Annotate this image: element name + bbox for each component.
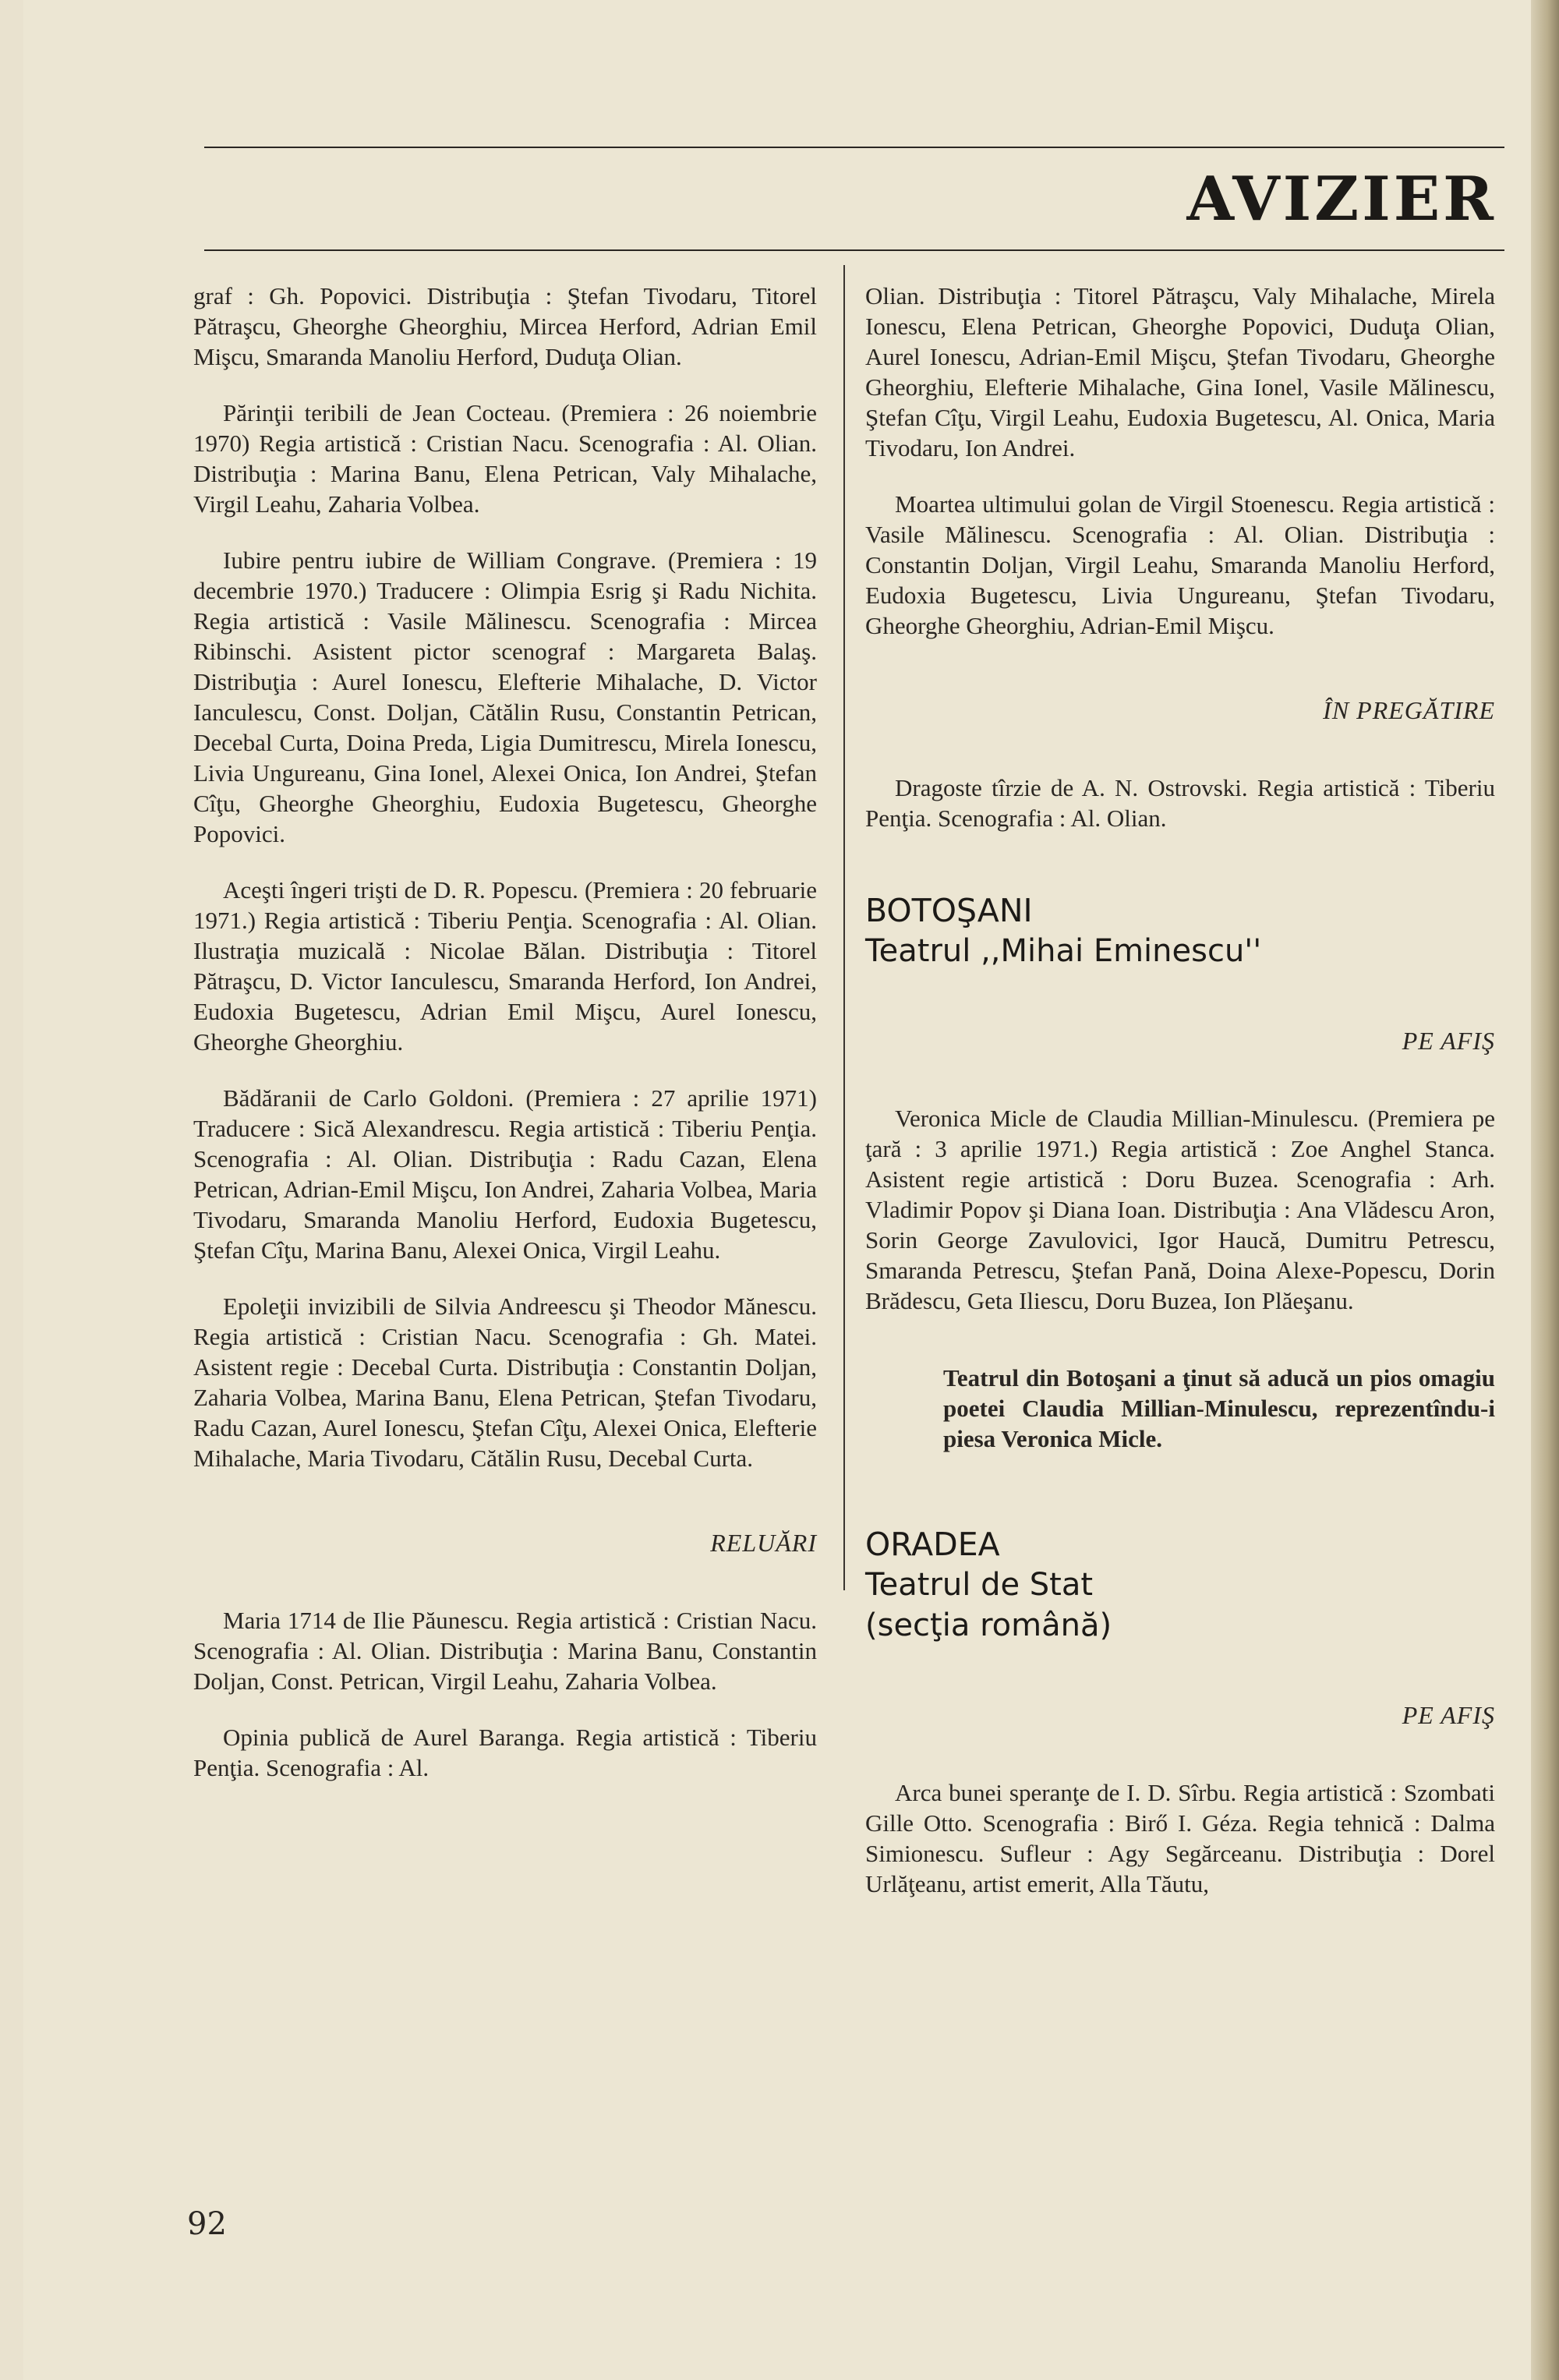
paragraph: Moartea ultimului golan de Virgil Stoenescu. Regia artistică : Vasile Mălinescu. Scenografia : Al. Olian. Distribuţia : Constantin Doljan, Virgil Leahu, Smaranda Manoliu Herford, Eudoxia Bugetescu, Livia Ungureanu, Ştefan Tivodaru, Gheorghe Gheorghiu, Adrian-Emil Mişcu. bbox=[865, 490, 1495, 639]
right-column bbox=[865, 281, 1495, 1925]
paragraph: Veronica Micle de Claudia Millian-Minulescu. (Premiera pe ţară : 3 aprilie 1971.) Regia artistică : Zoe Anghel Stanca. Asistent regie artistică : Doru Buzea. Scenografia : Arh. Vladimir Popov şi Diana Ioan. Distribuţia : Ana Vlădescu Aron, Sorin George Zavulovici, Igor Haucă, Dumitru Petrescu, Smaranda Petrescu, Ştefan Pană, Doina Alexe-Popescu, Dorin Brădescu, Geta Iliescu, Doru Buzea, Ion Plăeşanu. bbox=[865, 1105, 1495, 1314]
paragraph: Bădăranii de Carlo Goldoni. (Premiera : 27 aprilie 1971) Traducere : Sică Alexandrescu. Regia artistică : Tiberiu Penţia. Scenografia : Al. Olian. Distribuţia : Radu Cazan, Elena Petrican, Adrian-Emil Mişcu, Ion Andrei, Zaharia Volbea, Maria Tivodaru, Smaranda Manoliu Herford, Eudoxia Bugetescu, Ştefan Cîţu, Marina Banu, Alexei Onica, Virgil Leahu. bbox=[193, 1084, 817, 1264]
section-heading-pe-afis: PE AFIŞ bbox=[1402, 1027, 1495, 1055]
city-heading-botosani: BOTOŞANI bbox=[865, 892, 1033, 929]
paragraph: Maria 1714 de Ilie Păunescu. Regia artistică : Cristian Nacu. Scenografia : Al. Olian. Distribuţia : Marina Banu, Constantin Doljan, Const. Petrican, Virgil Leahu, Zaharia Volbea. bbox=[193, 1607, 817, 1695]
column-divider bbox=[843, 265, 845, 1590]
header-rule-bottom bbox=[204, 249, 1504, 251]
header-rule-top bbox=[204, 147, 1504, 148]
section-heading-pregatire: ÎN PREGĂTIRE bbox=[1323, 696, 1495, 724]
paragraph: Olian. Distribuţia : Titorel Pătraşcu, Valy Mihalache, Mirela Ionescu, Elena Petrican, Gheorghe Popovici, Duduţa Olian, Aurel Ionescu, Adrian-Emil Mişcu, Ştefan Tivodaru, Gheorghe Gheorghiu, Elefterie Mihalache, Gina Ionel, Vasile Mălinescu, Ştefan Cîţu, Virgil Leahu, Eudoxia Bugetescu, Al. Onica, Maria Tivodaru, Ion Andrei. bbox=[865, 282, 1495, 462]
city-heading-oradea: ORADEA bbox=[865, 1526, 1000, 1563]
paragraph: Opinia publică de Aurel Baranga. Regia artistică : Tiberiu Penţia. Scenografia : Al. bbox=[193, 1724, 817, 1781]
book-spine-shadow bbox=[1531, 0, 1559, 2380]
page-number: 92 bbox=[187, 2206, 227, 2242]
editorial-note: Teatrul din Botoşani a ţinut să aducă un pios omagiu poetei Claudia Millian-Minulescu, reprezentîndu-i piesa Veronica Micle. bbox=[943, 1364, 1495, 1452]
paragraph: Arca bunei speranţe de I. D. Sîrbu. Regia artistică : Szombati Gille Otto. Scenografia : Birő I. Géza. Regia tehnică : Dalma Simionescu. Sufleur : Agy Segărceanu. Distribuţia : Dorel Urlăţeanu, artist emerit, Alla Tăutu, bbox=[865, 1779, 1495, 1897]
section-heading-pe-afis: PE AFIŞ bbox=[1402, 1701, 1495, 1729]
paragraph: Părinţii teribili de Jean Cocteau. (Premiera : 26 noiembrie 1970) Regia artistică : Cristian Nacu. Scenografia : Al. Olian. Distribuţia : Marina Banu, Elena Petrican, Valy Mihalache, Virgil Leahu, Zaharia Volbea. bbox=[193, 399, 817, 518]
paragraph: Dragoste tîrzie de A. N. Ostrovski. Regia artistică : Tiberiu Penţia. Scenografia : Al. Olian. bbox=[865, 774, 1495, 832]
left-column bbox=[193, 281, 817, 1809]
theatre-name: Teatrul ,,Mihai Eminescu'' bbox=[865, 933, 1262, 969]
paragraph: Epoleţii invizibili de Silvia Andreescu şi Theodor Mănescu. Regia artistică : Cristian Nacu. Scenografia : Gh. Matei. Asistent regie : Decebal Curta. Distribuţia : Constantin Doljan, Zaharia Volbea, Marina Banu, Elena Petrican, Ştefan Tivodaru, Radu Cazan, Aurel Ionescu, Ştefan Cîţu, Alexei Onica, Elefterie Mihalache, Maria Tivodaru, Cătălin Rusu, Decebal Curta. bbox=[193, 1293, 817, 1472]
paragraph: graf : Gh. Popovici. Distribuţia : Ştefan Tivodaru, Titorel Pătraşcu, Gheorghe Gheorghiu, Mircea Herford, Adrian Emil Mişcu, Smaranda Manoliu Herford, Duduţa Olian. bbox=[193, 282, 817, 370]
section-heading-reluari: RELUĂRI bbox=[710, 1529, 817, 1557]
paragraph: Aceşti îngeri trişti de D. R. Popescu. (Premiera : 20 februarie 1971.) Regia artistică : Tiberiu Penţia. Scenografia : Al. Olian. Ilustraţia muzicală : Nicolae Bălan. Distribuţia : Titorel Pătraşcu, D. Victor Ianculescu, Smaranda Herford, Ion Andrei, Eudoxia Bugetescu, Adrian Emil Mişcu, Aurel Ionescu, Gheorghe Gheorghiu. bbox=[193, 876, 817, 1056]
theatre-name: Teatrul de Stat bbox=[865, 1567, 1094, 1603]
theatre-subtitle: (secţia română) bbox=[865, 1607, 1112, 1643]
paragraph: Iubire pentru iubire de William Congrave. (Premiera : 19 decembrie 1970.) Traducere : Olimpia Esrig şi Radu Nichita. Regia artistică : Vasile Mălinescu. Scenografia : Mircea Ribinschi. Asistent pictor scenograf : Margareta Balaş. Distribuţia : Aurel Ionescu, Elefterie Mihalache, D. Victor Ianculescu, Const. Doljan, Cătălin Rusu, Constantin Petrican, Decebal Curta, Doina Preda, Ligia Dumitrescu, Mirela Ionescu, Livia Ungureanu, Gina Ionel, Alexei Onica, Ion Andrei, Ştefan Cîţu, Gheorghe Gheorghiu, Eudoxia Bugetescu, Gheorghe Popovici. bbox=[193, 546, 817, 847]
section-title: AVIZIER bbox=[1186, 164, 1497, 235]
